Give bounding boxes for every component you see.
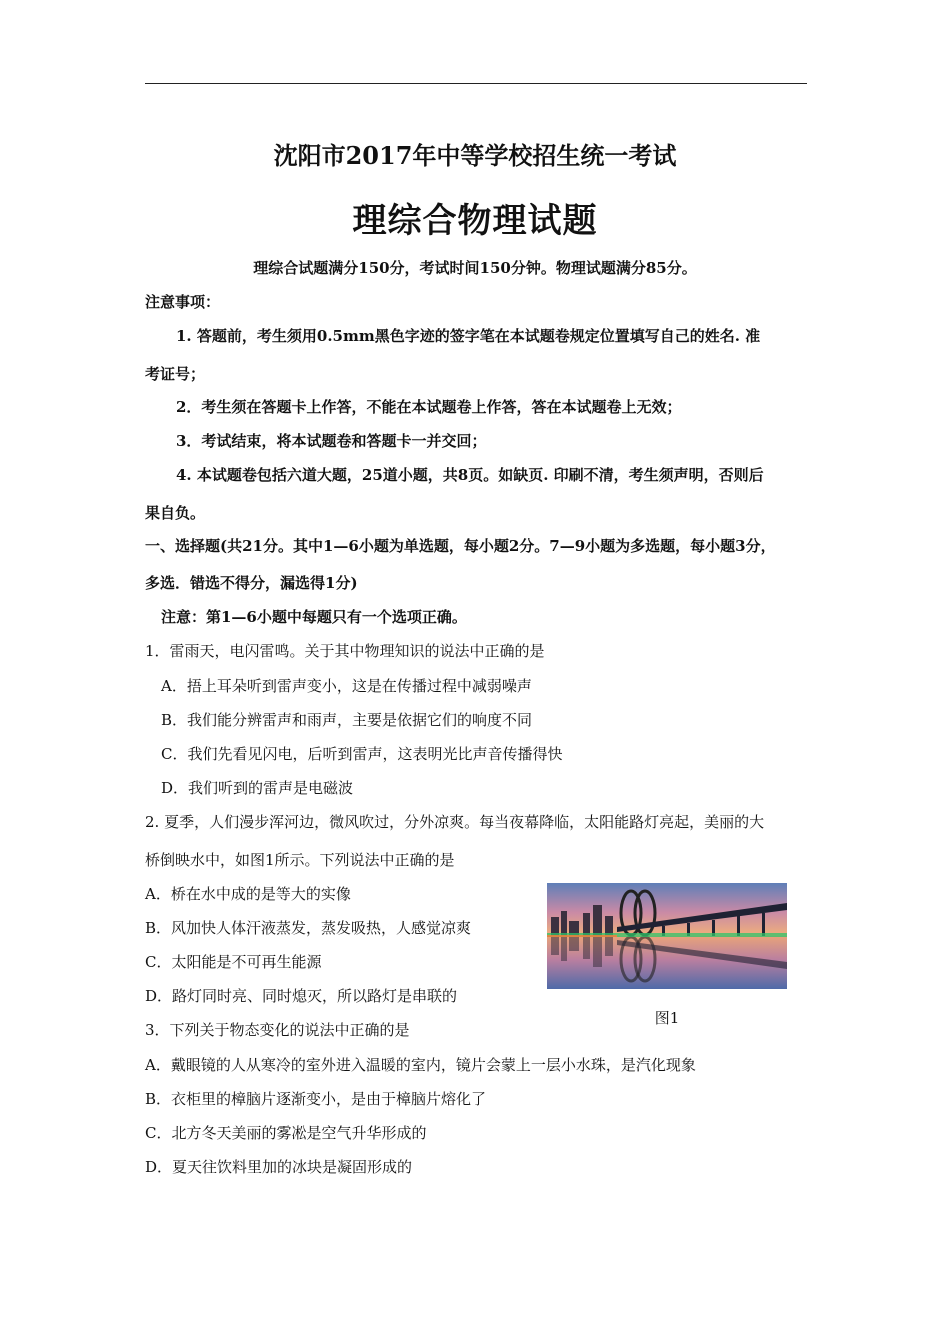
section-1-heading-line-1: 一、选择题(共21分。其中1—6小题为单选题，每小题2分。7—9小题为多选题，每小题3分，	[145, 537, 776, 555]
q3-option-a: A．戴眼镜的人从寒冷的室外进入温暖的室内，镜片会蒙上一层小水珠，是汽化现象	[145, 1056, 696, 1074]
q1-option-d: D．我们听到的雷声是电磁波	[161, 779, 354, 797]
q2-option-b: B．风加快人体汗液蒸发，蒸发吸热，人感觉凉爽	[145, 919, 472, 937]
paper-title: 理综合物理试题	[352, 201, 598, 241]
q2-option-c: C．太阳能是不可再生能源	[145, 953, 322, 971]
q1-stem: 1．雷雨天，电闪雷鸣。关于其中物理知识的说法中正确的是	[145, 642, 545, 660]
q3-option-b: B．衣柜里的樟脑片逐渐变小，是由于樟脑片熔化了	[145, 1090, 487, 1108]
q2-stem-line-2: 桥倒映水中，如图1所示。下列说法中正确的是	[145, 851, 455, 869]
q1-option-b: B．我们能分辨雷声和雨声，主要是依据它们的响度不同	[161, 711, 533, 729]
note-1-line-1: 1. 答题前，考生须用0.5mm黑色字迹的签字笔在本试题卷规定位置填写自己的姓名. 准	[176, 327, 761, 345]
q3-option-c: C．北方冬天美丽的雾凇是空气升华形成的	[145, 1124, 427, 1142]
section-1-heading-line-2: 多选．错选不得分，漏选得1分)	[145, 574, 358, 592]
q1-option-c: C．我们先看见闪电，后听到雷声，这表明光比声音传播得快	[161, 745, 563, 763]
note-3: 3．考试结束，将本试题卷和答题卡一并交回；	[176, 432, 487, 450]
q2-option-a: A．桥在水中成的是等大的实像	[145, 885, 351, 903]
q3-option-d: D．夏天往饮料里加的冰块是凝固形成的	[145, 1158, 413, 1176]
bridge-reflection-image	[547, 883, 787, 989]
q1-option-a: A．捂上耳朵听到雷声变小，这是在传播过程中减弱噪声	[161, 677, 532, 695]
note-4-line-2: 果自负。	[145, 504, 206, 522]
q2-stem-line-1: 2. 夏季，人们漫步浑河边，微风吹过，分外凉爽。每当夜幕降临，太阳能路灯亮起，美丽的大	[145, 813, 765, 831]
note-4-line-1: 4. 本试题卷包括六道大题，25道小题，共8页。如缺页. 印刷不清，考生须声明，否则后	[176, 466, 764, 484]
note-1-line-2: 考证号；	[145, 365, 206, 383]
exam-title: 沈阳市2017年中等学校招生统一考试	[273, 141, 677, 170]
figure-1-caption: 图1	[654, 1009, 680, 1027]
note-2: 2．考生须在答题卡上作答，不能在本试题卷上作答，答在本试题卷上无效；	[176, 398, 682, 416]
q2-option-d: D．路灯同时亮、同时熄灭，所以路灯是串联的	[145, 987, 458, 1005]
header-rule	[145, 83, 807, 84]
section-1-note: 注意：第1—6小题中每题只有一个选项正确。	[161, 608, 467, 626]
score-info: 理综合试题满分150分，考试时间150分钟。物理试题满分85分。	[253, 259, 697, 277]
notes-heading: 注意事项：	[145, 293, 221, 311]
q3-stem: 3．下列关于物态变化的说法中正确的是	[145, 1021, 410, 1039]
